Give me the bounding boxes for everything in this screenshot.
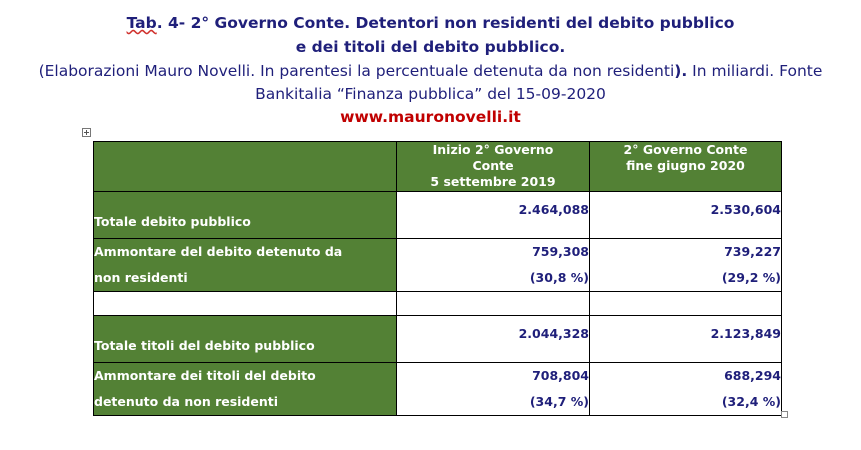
data-table: [93, 141, 782, 416]
empty-cell: [94, 292, 397, 316]
cell-value: 2.530,604: [590, 192, 782, 239]
table-row-spacer: [94, 292, 782, 316]
row-label: Ammontare dei titoli del debito detenuto da non residenti: [94, 363, 397, 416]
resize-handle-icon[interactable]: [781, 411, 788, 418]
table-header-row: [94, 142, 782, 192]
empty-cell: [397, 292, 590, 316]
title-line-2: e dei titoli del debito pubblico.: [295, 38, 566, 56]
title-line-1: Tab. 4- 2° Governo Conte. Detentori non residenti del debito pubblico: [126, 14, 735, 32]
empty-cell: [590, 292, 782, 316]
cell-value: 2.044,328: [397, 316, 590, 363]
cell-value: 2.464,088: [397, 192, 590, 239]
website-link[interactable]: www.mauronovelli.it: [340, 108, 521, 126]
table-row: [94, 239, 782, 292]
cell-value: 2.123,849: [590, 316, 782, 363]
title-line-4: Bankitalia “Finanza pubblica” del 15-09-2020: [255, 85, 606, 103]
cell-value: 708,804 (34,7 %): [397, 363, 590, 416]
header-empty-cell: [94, 142, 397, 192]
table-row: [94, 363, 782, 416]
row-label: Totale debito pubblico: [94, 192, 397, 239]
header-col-1: Inizio 2° Governo Conte 5 settembre 2019: [397, 142, 590, 192]
header-col-2: 2° Governo Conte fine giugno 2020: [590, 142, 782, 192]
move-handle-icon[interactable]: [82, 128, 91, 137]
row-label: Ammontare del debito detenuto da non residenti: [94, 239, 397, 292]
cell-value: 739,227 (29,2 %): [590, 239, 782, 292]
title-line-3: (Elaborazioni Mauro Novelli. In parentesi la percentuale detenuta da non residenti). In miliardi. Fonte: [38, 62, 823, 80]
tab-ref: Tab: [126, 14, 157, 32]
table-row: [94, 316, 782, 363]
table-row: [94, 192, 782, 239]
cell-value: 759,308 (30,8 %): [397, 239, 590, 292]
row-label: Totale titoli del debito pubblico: [94, 316, 397, 363]
cell-value: 688,294 (32,4 %): [590, 363, 782, 416]
